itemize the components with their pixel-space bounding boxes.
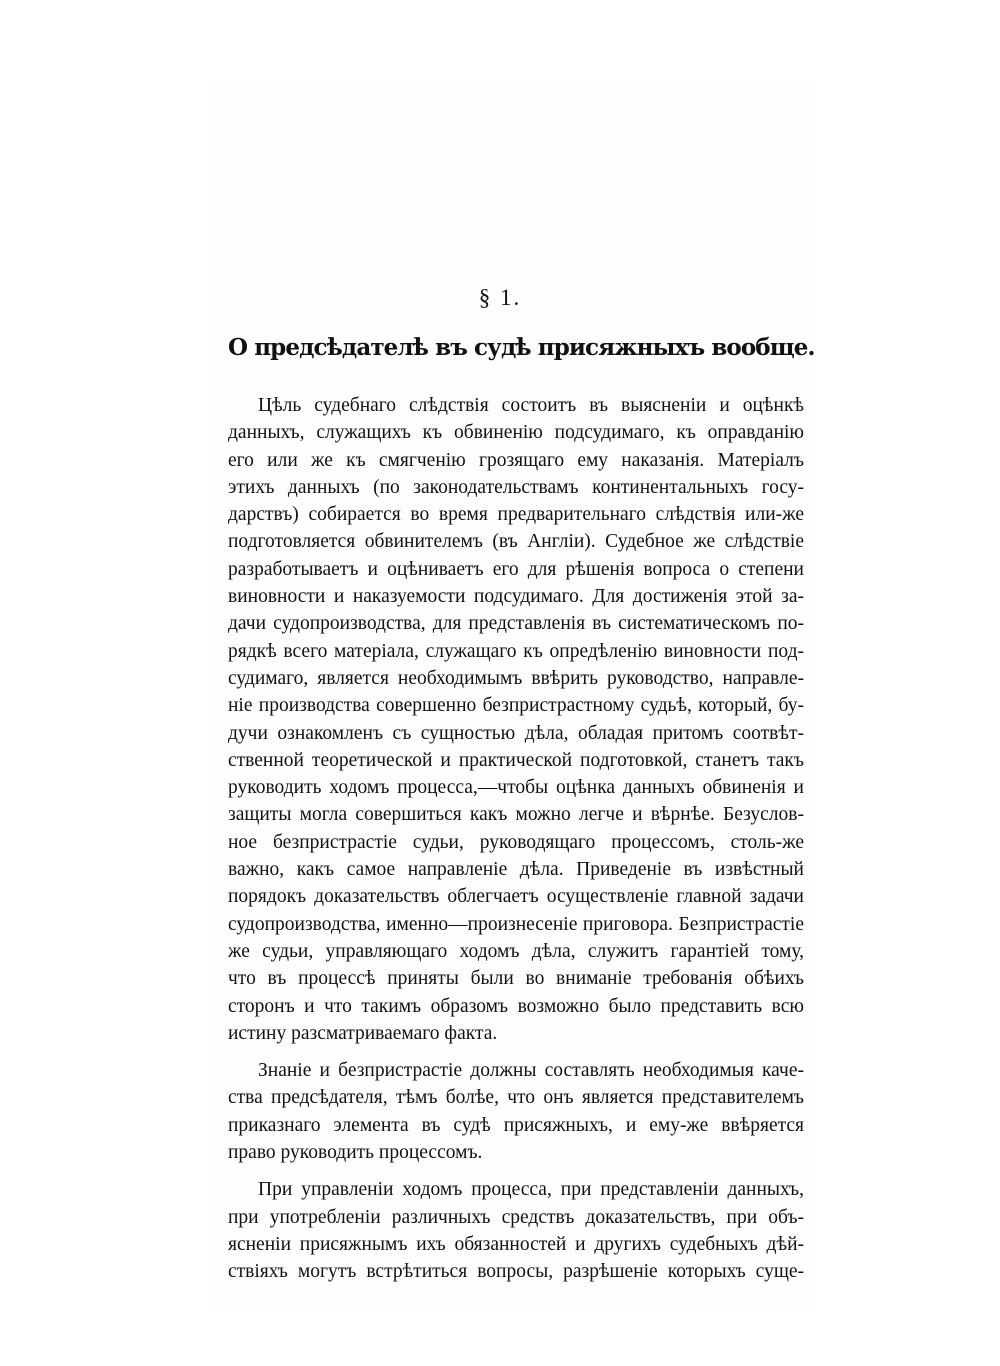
text-line: важно, какъ самое направленіе дѣла. Приведеніе въ извѣстный <box>228 859 804 881</box>
text-line: руководить ходомъ процесса,—чтобы оцѣнка данныхъ обвиненія и <box>228 777 804 799</box>
text-line: подготовляется обвинителемъ (въ Англіи). Судебное же слѣдствіе <box>228 531 804 553</box>
paragraph-3 <box>228 1176 804 1285</box>
text-line: ніе производства совершенно безпристрастному судьѣ, который, бу- <box>228 695 804 717</box>
text-line: же судьи, управляющаго ходомъ дѣла, служитъ гарантіей тому, <box>228 940 804 962</box>
text-line: Цѣль судебнаго слѣдствія состоитъ въ выясненіи и оцѣнкѣ <box>258 395 804 416</box>
text-line: сторонъ и что такимъ образомъ возможно было представить всю <box>228 995 804 1017</box>
text-line: ясненіи присяжнымъ ихъ обязанностей и другихъ судебныхъ дѣй- <box>228 1233 804 1255</box>
text-line: виновности и наказуемости подсудимаго. Для достиженія этой за- <box>228 586 804 608</box>
text-line: этихъ данныхъ (по законодательствамъ континентальныхъ госу- <box>228 476 804 498</box>
section-number: § 1. <box>478 285 522 310</box>
text-line: что въ процессѣ приняты были во вниманіе требованія обѣихъ <box>228 968 804 990</box>
text-line: Знаніе и безпристрастіе должны составлять необходимыя каче- <box>258 1060 804 1082</box>
text-line: при употребленіи различныхъ средствъ доказательствъ, при объ- <box>228 1206 804 1228</box>
text-line: ства предсѣдателя, тѣмъ болѣе, что онъ является представителемъ <box>228 1087 804 1109</box>
text-line: право руководить процессомъ. <box>228 1142 483 1164</box>
text-line: приказнаго элемента въ судѣ присяжныхъ, и ему-же ввѣряется <box>228 1114 804 1136</box>
text-line: ствіяхъ могутъ встрѣтиться вопросы, разрѣшеніе которыхъ суще- <box>228 1261 804 1283</box>
text-line: разработываетъ и оцѣниваетъ его для рѣшенія вопроса о степени <box>228 558 804 580</box>
text-line: рядкѣ всего матеріала, служащаго къ опредѣленію виновности под- <box>228 640 804 662</box>
paragraph-1 <box>228 392 804 1047</box>
text-line: его или же къ смягченію грозящаго ему наказанія. Матеріалъ <box>228 449 804 471</box>
text-line: истину разсматриваемаго факта. <box>228 1022 498 1044</box>
text-line: При управленіи ходомъ процесса, при представленіи данныхъ, <box>258 1179 804 1201</box>
text-line: данныхъ, служащихъ къ обвиненію подсудимаго, къ оправданію <box>228 422 804 444</box>
text-line: ное безпристрастіе судьи, руководящаго процессомъ, столь-же <box>228 831 804 853</box>
text-line: судимаго, является необходимымъ ввѣрить руководство, направле- <box>228 667 804 689</box>
paragraph-2 <box>228 1057 804 1166</box>
section-heading: О предсѣдателѣ въ судѣ присяжныхъ вообще. <box>228 334 815 361</box>
body-text <box>228 392 804 1296</box>
text-line: дарствъ) собирается во время предварительнаго слѣдствія или-же <box>228 504 804 526</box>
text-line: ственной теоретической и практической подготовкой, станетъ такъ <box>228 749 804 771</box>
text-line: судопроизводства, именно—произнесеніе приговора. Безпристрастіе <box>228 913 804 935</box>
text-line: дачи судопроизводства, для представленія въ систематическомъ по- <box>228 613 804 635</box>
text-line: порядокъ доказательствъ облегчаетъ осуществленіе главной задачи <box>228 886 804 908</box>
text-line: дучи ознакомленъ съ сущностью дѣла, обладая притомъ соотвѣт- <box>228 722 804 744</box>
text-line: защиты могла совершиться какъ можно легче и вѣрнѣе. Безуслов- <box>228 804 804 826</box>
